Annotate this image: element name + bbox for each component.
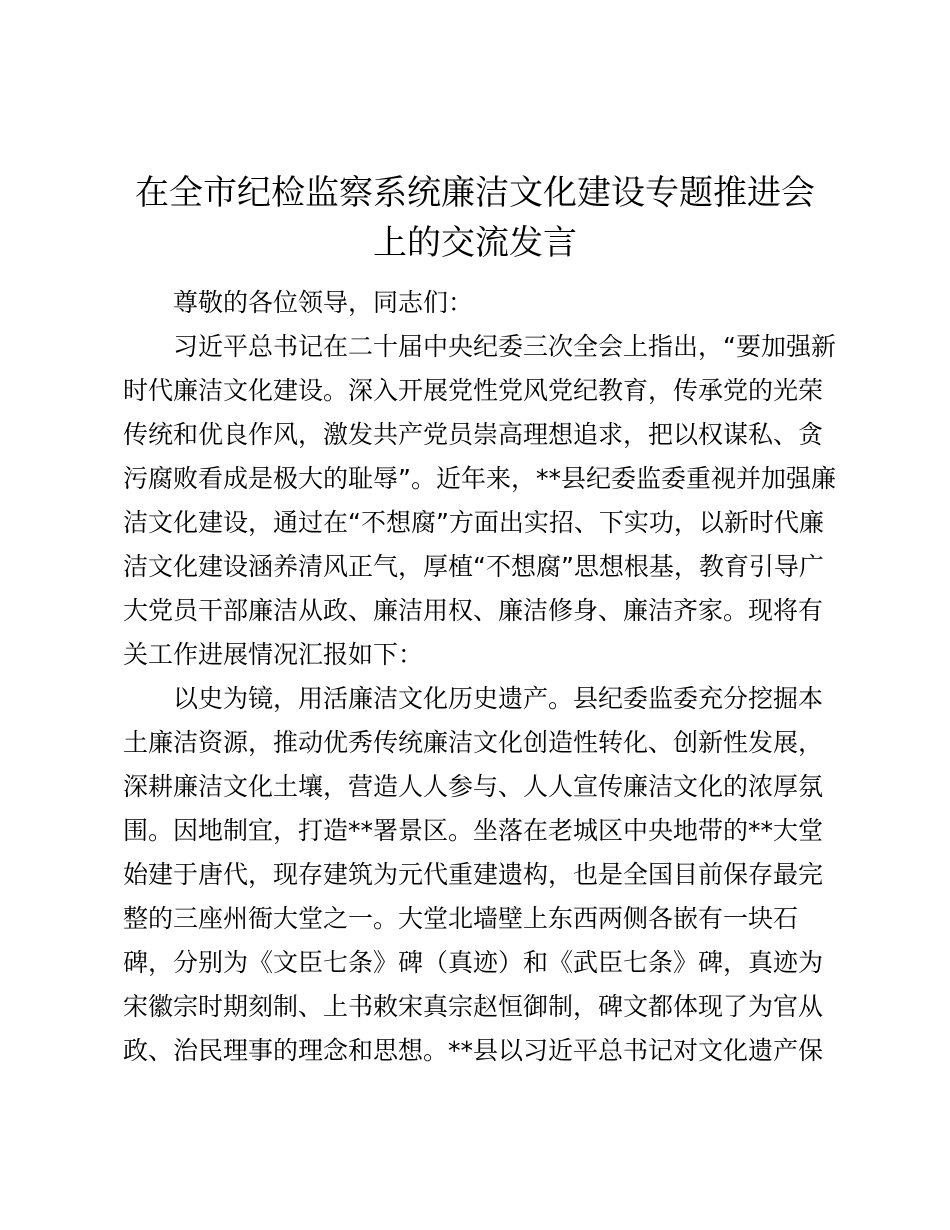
document-title [110, 168, 840, 268]
body-line: 以史为镜，用活廉洁文化历史遗产。县纪委监委充分挖掘本 [173, 684, 824, 713]
body-line: 传统和优良作风，激发共产党员崇高理想追求，把以权谋私、贪 [123, 420, 824, 449]
body-line: 关工作进展情况汇报如下： [123, 640, 424, 669]
body-line: 宋徽宗时期刻制、上书敕宋真宗赵恒御制，碑文都体现了为官从 [123, 992, 824, 1021]
title-line-1: 在全市纪检监察系统廉洁文化建设专题推进会 [135, 173, 815, 213]
body-line: 整的三座州衙大堂之一。大堂北墙壁上东西两侧各嵌有一块石 [123, 904, 799, 933]
body-line: 洁文化建设涵养清风正气，厚植“不想腐”思想根基，教育引导广 [123, 552, 824, 581]
body-line: 围。因地制宜，打造**署景区。坐落在老城区中央地带的**大堂 [123, 816, 824, 845]
body-line: 时代廉洁文化建设。深入开展党性党风党纪教育，传承党的光荣 [123, 376, 824, 405]
document-body [123, 281, 835, 1073]
body-line: 大党员干部廉洁从政、廉洁用权、廉洁修身、廉洁齐家。现将有 [123, 596, 824, 625]
body-line: 洁文化建设，通过在“不想腐”方面出实招、下实功，以新时代廉 [123, 508, 824, 537]
body-line: 习近平总书记在二十届中央纪委三次全会上指出，“要加强新 [173, 332, 836, 361]
body-line: 碑，分别为《文臣七条》碑（真迹）和《武臣七条》碑，真迹为 [123, 948, 824, 977]
body-line: 深耕廉洁文化土壤，营造人人参与、人人宣传廉洁文化的浓厚氛 [123, 772, 824, 801]
body-line: 始建于唐代，现存建筑为元代重建遗构，也是全国目前保存最完 [123, 860, 824, 889]
body-line: 政、治民理事的理念和思想。**县以习近平总书记对文化遗产保 [123, 1036, 824, 1065]
body-line: 土廉洁资源，推动优秀传统廉洁文化创造性转化、创新性发展， [123, 728, 824, 757]
body-line: 尊敬的各位领导，同志们： [173, 288, 474, 317]
title-line-2: 上的交流发言 [373, 223, 577, 263]
body-line: 污腐败看成是极大的耻辱”。近年来，**县纪委监委重视并加强廉 [123, 464, 836, 493]
